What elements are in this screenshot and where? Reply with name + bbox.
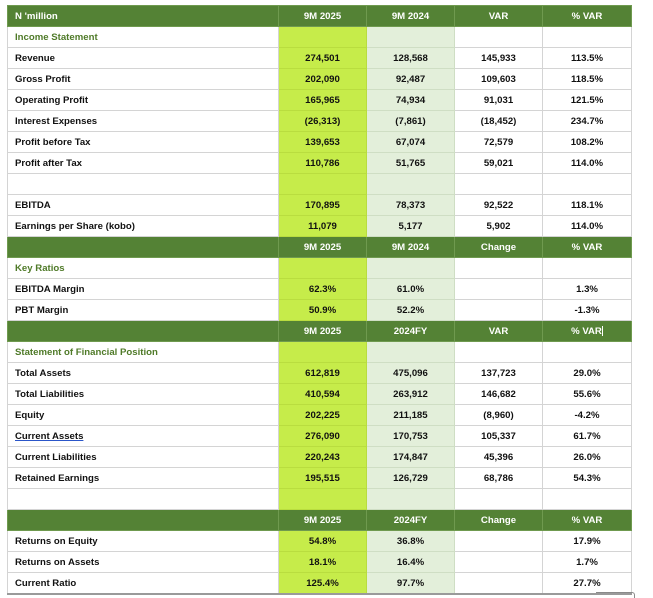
col-header[interactable]: 2024FY — [367, 510, 455, 531]
empty-row — [8, 489, 632, 510]
cell[interactable] — [455, 489, 543, 510]
col-header[interactable]: 9M 2024 — [367, 6, 455, 27]
table-row — [8, 216, 632, 237]
cell[interactable]: 118.1% — [543, 195, 632, 216]
cell[interactable]: 109,603 — [455, 69, 543, 90]
cell[interactable]: 475,096 — [367, 363, 455, 384]
cell[interactable]: 110,786 — [279, 153, 367, 174]
cell[interactable]: 45,396 — [455, 447, 543, 468]
cell[interactable] — [455, 573, 543, 594]
cell[interactable]: 118.5% — [543, 69, 632, 90]
table-row — [8, 363, 632, 384]
row-label[interactable]: Operating Profit — [8, 90, 279, 111]
cell[interactable] — [367, 174, 455, 195]
row-label[interactable]: Retained Earnings — [8, 468, 279, 489]
cell[interactable]: 16.4% — [367, 552, 455, 573]
cell[interactable]: 68,786 — [455, 468, 543, 489]
header-row — [8, 237, 632, 258]
table-row — [8, 279, 632, 300]
cell[interactable] — [543, 342, 632, 363]
cell[interactable]: 170,753 — [367, 426, 455, 447]
table-row — [8, 300, 632, 321]
table-row — [8, 384, 632, 405]
cell[interactable]: 5,177 — [367, 216, 455, 237]
cell[interactable] — [543, 489, 632, 510]
row-label[interactable]: Profit after Tax — [8, 153, 279, 174]
cell[interactable]: 165,965 — [279, 90, 367, 111]
cell[interactable]: 105,337 — [455, 426, 543, 447]
cell[interactable] — [455, 342, 543, 363]
cell[interactable] — [543, 27, 632, 48]
cell[interactable]: 18.1% — [279, 552, 367, 573]
row-label[interactable]: Total Liabilities — [8, 384, 279, 405]
cell[interactable]: -4.2% — [543, 405, 632, 426]
col-header[interactable]: Change — [455, 237, 543, 258]
cell[interactable] — [455, 531, 543, 552]
table-row — [8, 426, 632, 447]
unit-label[interactable]: N 'million — [8, 6, 279, 27]
col-header[interactable]: VAR — [455, 321, 543, 342]
cell[interactable] — [8, 321, 279, 342]
cell[interactable] — [279, 174, 367, 195]
resize-corner — [596, 592, 635, 598]
section-title[interactable]: Income Statement — [8, 27, 279, 48]
table-row — [8, 573, 632, 594]
cell[interactable] — [279, 27, 367, 48]
cell[interactable] — [8, 510, 279, 531]
col-header[interactable]: 9M 2025 — [279, 510, 367, 531]
text-cursor — [602, 326, 603, 336]
cell[interactable]: 220,243 — [279, 447, 367, 468]
cell[interactable]: 17.9% — [543, 531, 632, 552]
cell[interactable]: 51,765 — [367, 153, 455, 174]
financial-summary-sheet — [7, 5, 631, 594]
cell[interactable]: 234.7% — [543, 111, 632, 132]
empty-row — [8, 174, 632, 195]
cell[interactable]: 211,185 — [367, 405, 455, 426]
cell[interactable]: 276,090 — [279, 426, 367, 447]
row-label[interactable]: Gross Profit — [8, 69, 279, 90]
cell[interactable]: 202,090 — [279, 69, 367, 90]
col-header[interactable]: VAR — [455, 6, 543, 27]
cell[interactable]: 121.5% — [543, 90, 632, 111]
row-label[interactable]: Current Ratio — [8, 573, 279, 594]
cell[interactable]: 54.8% — [279, 531, 367, 552]
cell[interactable]: 91,031 — [455, 90, 543, 111]
row-label[interactable]: PBT Margin — [8, 300, 279, 321]
cell[interactable]: 410,594 — [279, 384, 367, 405]
col-header[interactable]: 9M 2024 — [367, 237, 455, 258]
col-header[interactable]: 9M 2025 — [279, 321, 367, 342]
section-row — [8, 258, 632, 279]
col-header[interactable]: 9M 2025 — [279, 237, 367, 258]
col-header-active[interactable] — [543, 321, 632, 342]
table-row — [8, 531, 632, 552]
cell[interactable]: 113.5% — [543, 48, 632, 69]
cell[interactable]: 1.3% — [543, 279, 632, 300]
cell[interactable]: 125.4% — [279, 573, 367, 594]
cell[interactable]: 1.7% — [543, 552, 632, 573]
cell[interactable]: (8,960) — [455, 405, 543, 426]
section-title[interactable]: Key Ratios — [8, 258, 279, 279]
cell[interactable]: 108.2% — [543, 132, 632, 153]
row-label[interactable]: Total Assets — [8, 363, 279, 384]
cell[interactable] — [367, 27, 455, 48]
cell[interactable]: 55.6% — [543, 384, 632, 405]
col-header[interactable]: % VAR — [543, 6, 632, 27]
cell[interactable]: 170,895 — [279, 195, 367, 216]
cell[interactable]: 92,487 — [367, 69, 455, 90]
cell[interactable] — [367, 342, 455, 363]
cell[interactable] — [455, 279, 543, 300]
cell[interactable] — [455, 27, 543, 48]
cell[interactable]: 274,501 — [279, 48, 367, 69]
cell[interactable]: 29.0% — [543, 363, 632, 384]
row-label[interactable]: Revenue — [8, 48, 279, 69]
cell[interactable] — [8, 489, 279, 510]
cell[interactable]: 74,934 — [367, 90, 455, 111]
cell[interactable]: 72,579 — [455, 132, 543, 153]
cell[interactable]: 61.0% — [367, 279, 455, 300]
table-row — [8, 447, 632, 468]
cell[interactable]: 11,079 — [279, 216, 367, 237]
header-row — [8, 321, 632, 342]
table-bottom-border — [7, 593, 632, 595]
cell[interactable]: 52.2% — [367, 300, 455, 321]
row-label[interactable]: EBITDA Margin — [8, 279, 279, 300]
section-row — [8, 27, 632, 48]
cell[interactable] — [455, 552, 543, 573]
row-label[interactable]: EBITDA — [8, 195, 279, 216]
row-label[interactable]: Equity — [8, 405, 279, 426]
cell[interactable] — [8, 237, 279, 258]
cell[interactable]: 61.7% — [543, 426, 632, 447]
cell[interactable]: 27.7% — [543, 573, 632, 594]
cell[interactable] — [367, 258, 455, 279]
cell[interactable]: (7,861) — [367, 111, 455, 132]
table-row — [8, 153, 632, 174]
cell[interactable]: 5,902 — [455, 216, 543, 237]
table-row — [8, 552, 632, 573]
cell[interactable]: 195,515 — [279, 468, 367, 489]
header-row — [8, 510, 632, 531]
cell[interactable]: 54.3% — [543, 468, 632, 489]
cell[interactable] — [367, 489, 455, 510]
table-row — [8, 111, 632, 132]
cell[interactable]: 114.0% — [543, 153, 632, 174]
table-row — [8, 405, 632, 426]
cell[interactable]: 146,682 — [455, 384, 543, 405]
row-label[interactable]: Returns on Equity — [8, 531, 279, 552]
cell[interactable] — [455, 174, 543, 195]
cell[interactable] — [279, 258, 367, 279]
row-label: Current Assets — [15, 430, 84, 442]
table-row — [8, 48, 632, 69]
section-row — [8, 342, 632, 363]
table-row — [8, 90, 632, 111]
cell[interactable]: -1.3% — [543, 300, 632, 321]
cell[interactable]: 26.0% — [543, 447, 632, 468]
row-label[interactable]: Current Liabilities — [8, 447, 279, 468]
cell[interactable] — [279, 342, 367, 363]
cell[interactable]: 59,021 — [455, 153, 543, 174]
row-label[interactable]: Returns on Assets — [8, 552, 279, 573]
cell[interactable]: (26,313) — [279, 111, 367, 132]
table-row — [8, 69, 632, 90]
section-title[interactable]: Statement of Financial Position — [8, 342, 279, 363]
cell[interactable]: 174,847 — [367, 447, 455, 468]
cell[interactable]: (18,452) — [455, 111, 543, 132]
cell[interactable]: 114.0% — [543, 216, 632, 237]
cell[interactable] — [455, 300, 543, 321]
cell[interactable]: 139,653 — [279, 132, 367, 153]
row-label[interactable]: Profit before Tax — [8, 132, 279, 153]
cell[interactable]: 126,729 — [367, 468, 455, 489]
header-row — [8, 6, 632, 27]
cell[interactable]: 202,225 — [279, 405, 367, 426]
cell[interactable]: 612,819 — [279, 363, 367, 384]
cell[interactable]: 97.7% — [367, 573, 455, 594]
cell[interactable]: 145,933 — [455, 48, 543, 69]
col-header[interactable]: 9M 2025 — [279, 6, 367, 27]
cell[interactable]: 50.9% — [279, 300, 367, 321]
cell[interactable]: 67,074 — [367, 132, 455, 153]
col-header[interactable]: % VAR — [543, 237, 632, 258]
cell[interactable] — [543, 258, 632, 279]
cell[interactable] — [455, 258, 543, 279]
financial-table — [7, 5, 632, 594]
col-header[interactable]: % VAR — [543, 510, 632, 531]
cell[interactable]: 62.3% — [279, 279, 367, 300]
col-header: % VAR — [571, 325, 602, 337]
cell[interactable] — [543, 174, 632, 195]
col-header[interactable]: 2024FY — [367, 321, 455, 342]
table-row — [8, 132, 632, 153]
row-label[interactable]: Earnings per Share (kobo) — [8, 216, 279, 237]
cell[interactable]: 263,912 — [367, 384, 455, 405]
cell[interactable]: 78,373 — [367, 195, 455, 216]
row-label[interactable]: Interest Expenses — [8, 111, 279, 132]
row-label-cell[interactable] — [8, 426, 279, 447]
cell[interactable]: 92,522 — [455, 195, 543, 216]
cell[interactable] — [8, 174, 279, 195]
cell[interactable] — [279, 489, 367, 510]
cell[interactable]: 137,723 — [455, 363, 543, 384]
table-row — [8, 468, 632, 489]
table-row — [8, 195, 632, 216]
cell[interactable]: 36.8% — [367, 531, 455, 552]
col-header[interactable]: Change — [455, 510, 543, 531]
cell[interactable]: 128,568 — [367, 48, 455, 69]
